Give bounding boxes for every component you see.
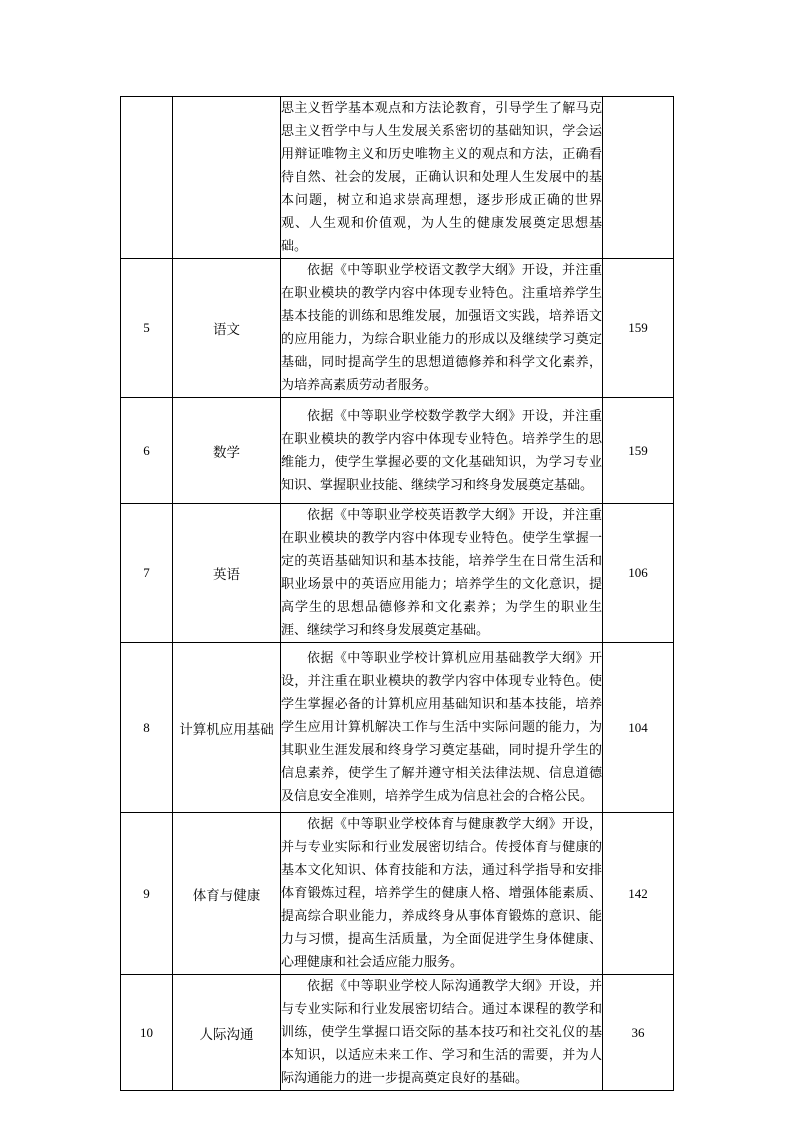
course-number: 10 xyxy=(121,975,173,1091)
course-description: 依据《中等职业学校英语教学大纲》开设，并注重在职业模块的教学内容中体现专业特色。使学生掌握一定的英语基础知识和基本技能，培养学生在日常生活和职业场景中的英语应用能力；培养学生的文化意识，提高学生的思想品德修养和文化素养；为学生的职业生涯、继续学习和终身发展奠定基础。 xyxy=(281,508,602,638)
course-name: 计算机应用基础 xyxy=(173,643,281,813)
table-row xyxy=(121,97,674,259)
course-hours: 159 xyxy=(603,398,674,504)
table-row xyxy=(121,975,674,1091)
course-hours: 159 xyxy=(603,259,674,398)
course-hours: 142 xyxy=(603,813,674,975)
table-row xyxy=(121,504,674,643)
course-number: 5 xyxy=(121,259,173,398)
course-number: 9 xyxy=(121,813,173,975)
course-hours: 106 xyxy=(603,504,674,643)
course-name: 体育与健康 xyxy=(173,813,281,975)
course-description: 依据《中等职业学校体育与健康教学大纲》开设，并与专业实际和行业发展密切结合。传授体育与健康的基本文化知识、体育技能和方法，通过科学指导和安排体育锻炼过程，培养学生的健康人格、增强体能素质、提高综合职业能力，养成终身从事体育锻炼的意识、能力与习惯，提高生活质量，为全面促进学生身体健康、心理健康和社会适应能力服务。 xyxy=(281,817,602,970)
course-number: 8 xyxy=(121,643,173,813)
course-table xyxy=(120,96,674,1091)
course-name xyxy=(173,97,281,259)
course-description: 依据《中等职业学校语文教学大纲》开设，并注重在职业模块的教学内容中体现专业特色。注重培养学生基本技能的训练和思维发展，加强语文实践，培养语文的应用能力，为综合职业能力的形成以及继续学习奠定基础，同时提高学生的思想道德修养和科学文化素养，为培养高素质劳动者服务。 xyxy=(281,263,602,393)
course-description: 依据《中等职业学校人际沟通教学大纲》开设，并与专业实际和行业发展密切结合。通过本课程的教学和训练，使学生掌握口语交际的基本技巧和社交礼仪的基本知识，以适应未来工作、学习和生活的需要，并为人际沟通能力的进一步提高奠定良好的基础。 xyxy=(281,979,602,1086)
table-row xyxy=(121,813,674,975)
course-number xyxy=(121,97,173,259)
course-hours xyxy=(603,97,674,259)
course-name: 英语 xyxy=(173,504,281,643)
course-hours: 36 xyxy=(603,975,674,1091)
course-name: 人际沟通 xyxy=(173,975,281,1091)
course-number: 6 xyxy=(121,398,173,504)
course-number: 7 xyxy=(121,504,173,643)
table-row xyxy=(121,643,674,813)
course-hours: 104 xyxy=(603,643,674,813)
course-name: 语文 xyxy=(173,259,281,398)
table-row xyxy=(121,259,674,398)
course-description: 思主义哲学基本观点和方法论教育，引导学生了解马克思主义哲学中与人生发展关系密切的基础知识，学会运用辩证唯物主义和历史唯物主义的观点和方法，正确看待自然、社会的发展，正确认识和处理人生发展中的基本问题，树立和追求崇高理想，逐步形成正确的世界观、人生观和价值观，为人生的健康发展奠定思想基础。 xyxy=(281,101,602,254)
table-row xyxy=(121,398,674,504)
course-description: 依据《中等职业学校数学教学大纲》开设，并注重在职业模块的教学内容中体现专业特色。培养学生的思维能力，使学生掌握必要的文化基础知识，为学习专业知识、掌握职业技能、继续学习和终身发展奠定基础。 xyxy=(281,408,602,493)
course-name: 数学 xyxy=(173,398,281,504)
course-description: 依据《中等职业学校计算机应用基础教学大纲》开设，并注重在职业模块的教学内容中体现专业特色。使学生掌握必备的计算机应用基础知识和基本技能，培养学生应用计算机解决工作与生活中实际问题的能力，为其职业生涯发展和终身学习奠定基础，同时提升学生的信息素养，使学生了解并遵守相关法律法规、信息道德及信息安全准则，培养学生成为信息社会的合格公民。 xyxy=(281,651,602,804)
